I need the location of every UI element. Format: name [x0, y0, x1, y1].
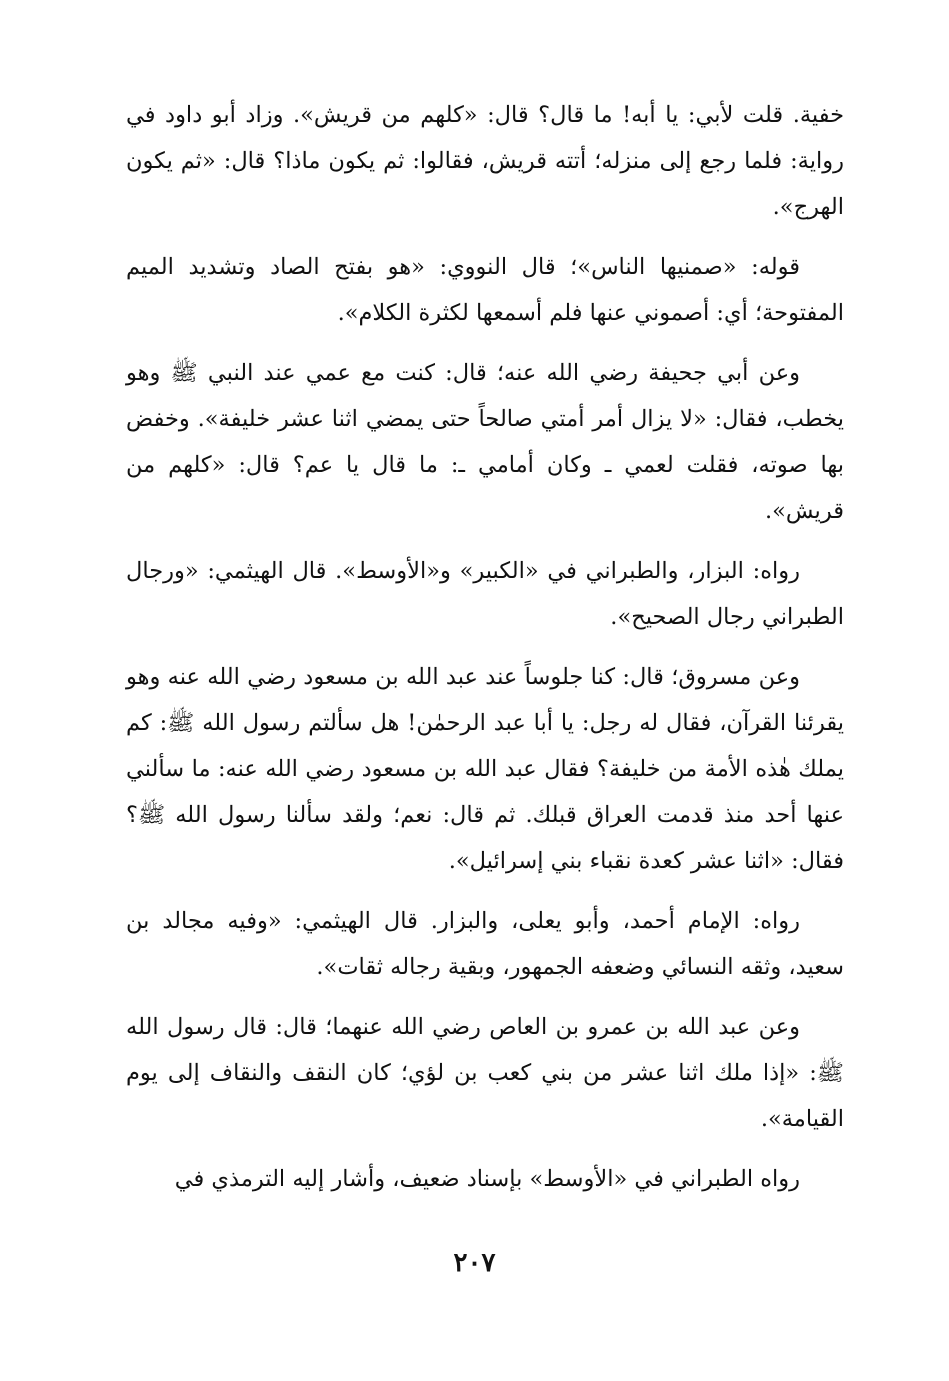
paragraph-3: وعن أبي جحيفة رضي الله عنه؛ قال: كنت مع عمي عند النبي ﷺ وهو يخطب، فقال: «لا يزال أمر أمتي صالحاً حتى يمضي اثنا عشر خليفة». وخفض بها صوته، فقلت لعمي ـ وكان أمامي ـ: ما قال يا عم؟ قال: «كلهم من قريش».: [126, 360, 844, 524]
paragraph-7: وعن عبد الله بن عمرو بن العاص رضي الله عنهما؛ قال: قال رسول الله ﷺ: «إذا ملك اثنا عشر من بني كعب بن لؤي؛ كان النقف والنقاف إلى يوم القيامة».: [126, 1014, 844, 1132]
paragraph-6: رواه: الإمام أحمد، وأبو يعلى، والبزار. قال الهيثمي: «وفيه مجالد بن سعيد، وثقه النسائي وضعفه الجمهور، وبقية رجاله ثقات».: [126, 908, 844, 980]
paragraph-5: وعن مسروق؛ قال: كنا جلوساً عند عبد الله بن مسعود رضي الله عنه وهو يقرئنا القرآن، فقال له رجل: يا أبا عبد الرحمٰن! هل سألتم رسول الله ﷺ: كم يملك هٰذه الأمة من خليفة؟ فقال عبد الله بن مسعود رضي الله عنه: ما سألني عنها أحد منذ قدمت العراق قبلك. ثم قال: نعم؛ ولقد سألنا رسول الله ﷺ؟ فقال: «اثنا عشر كعدة نقباء بني إسرائيل».: [126, 664, 844, 874]
paragraph-1: خفية. قلت لأبي: يا أبه! ما قال؟ قال: «كلهم من قريش». وزاد أبو داود في رواية: فلما رجع إلى منزله؛ أتته قريش، فقالوا: ثم يكون ماذا؟ قال: «ثم يكون الهرج».: [126, 102, 844, 220]
paragraph-2: قوله: «صمنيها الناس»؛ قال النووي: «هو بفتح الصاد وتشديد الميم المفتوحة؛ أي: أصموني عنها فلم أسمعها لكثرة الكلام».: [126, 254, 844, 326]
paragraph-4: رواه: البزار، والطبراني في «الكبير» و«الأوسط». قال الهيثمي: «ورجال الطبراني رجال الصحيح».: [126, 558, 844, 630]
page-number: ٢٠٧: [453, 1248, 496, 1278]
page-body: [126, 92, 844, 1216]
paragraph-8: رواه الطبراني في «الأوسط» بإسناد ضعيف، وأشار إليه الترمذي في: [174, 1166, 800, 1192]
